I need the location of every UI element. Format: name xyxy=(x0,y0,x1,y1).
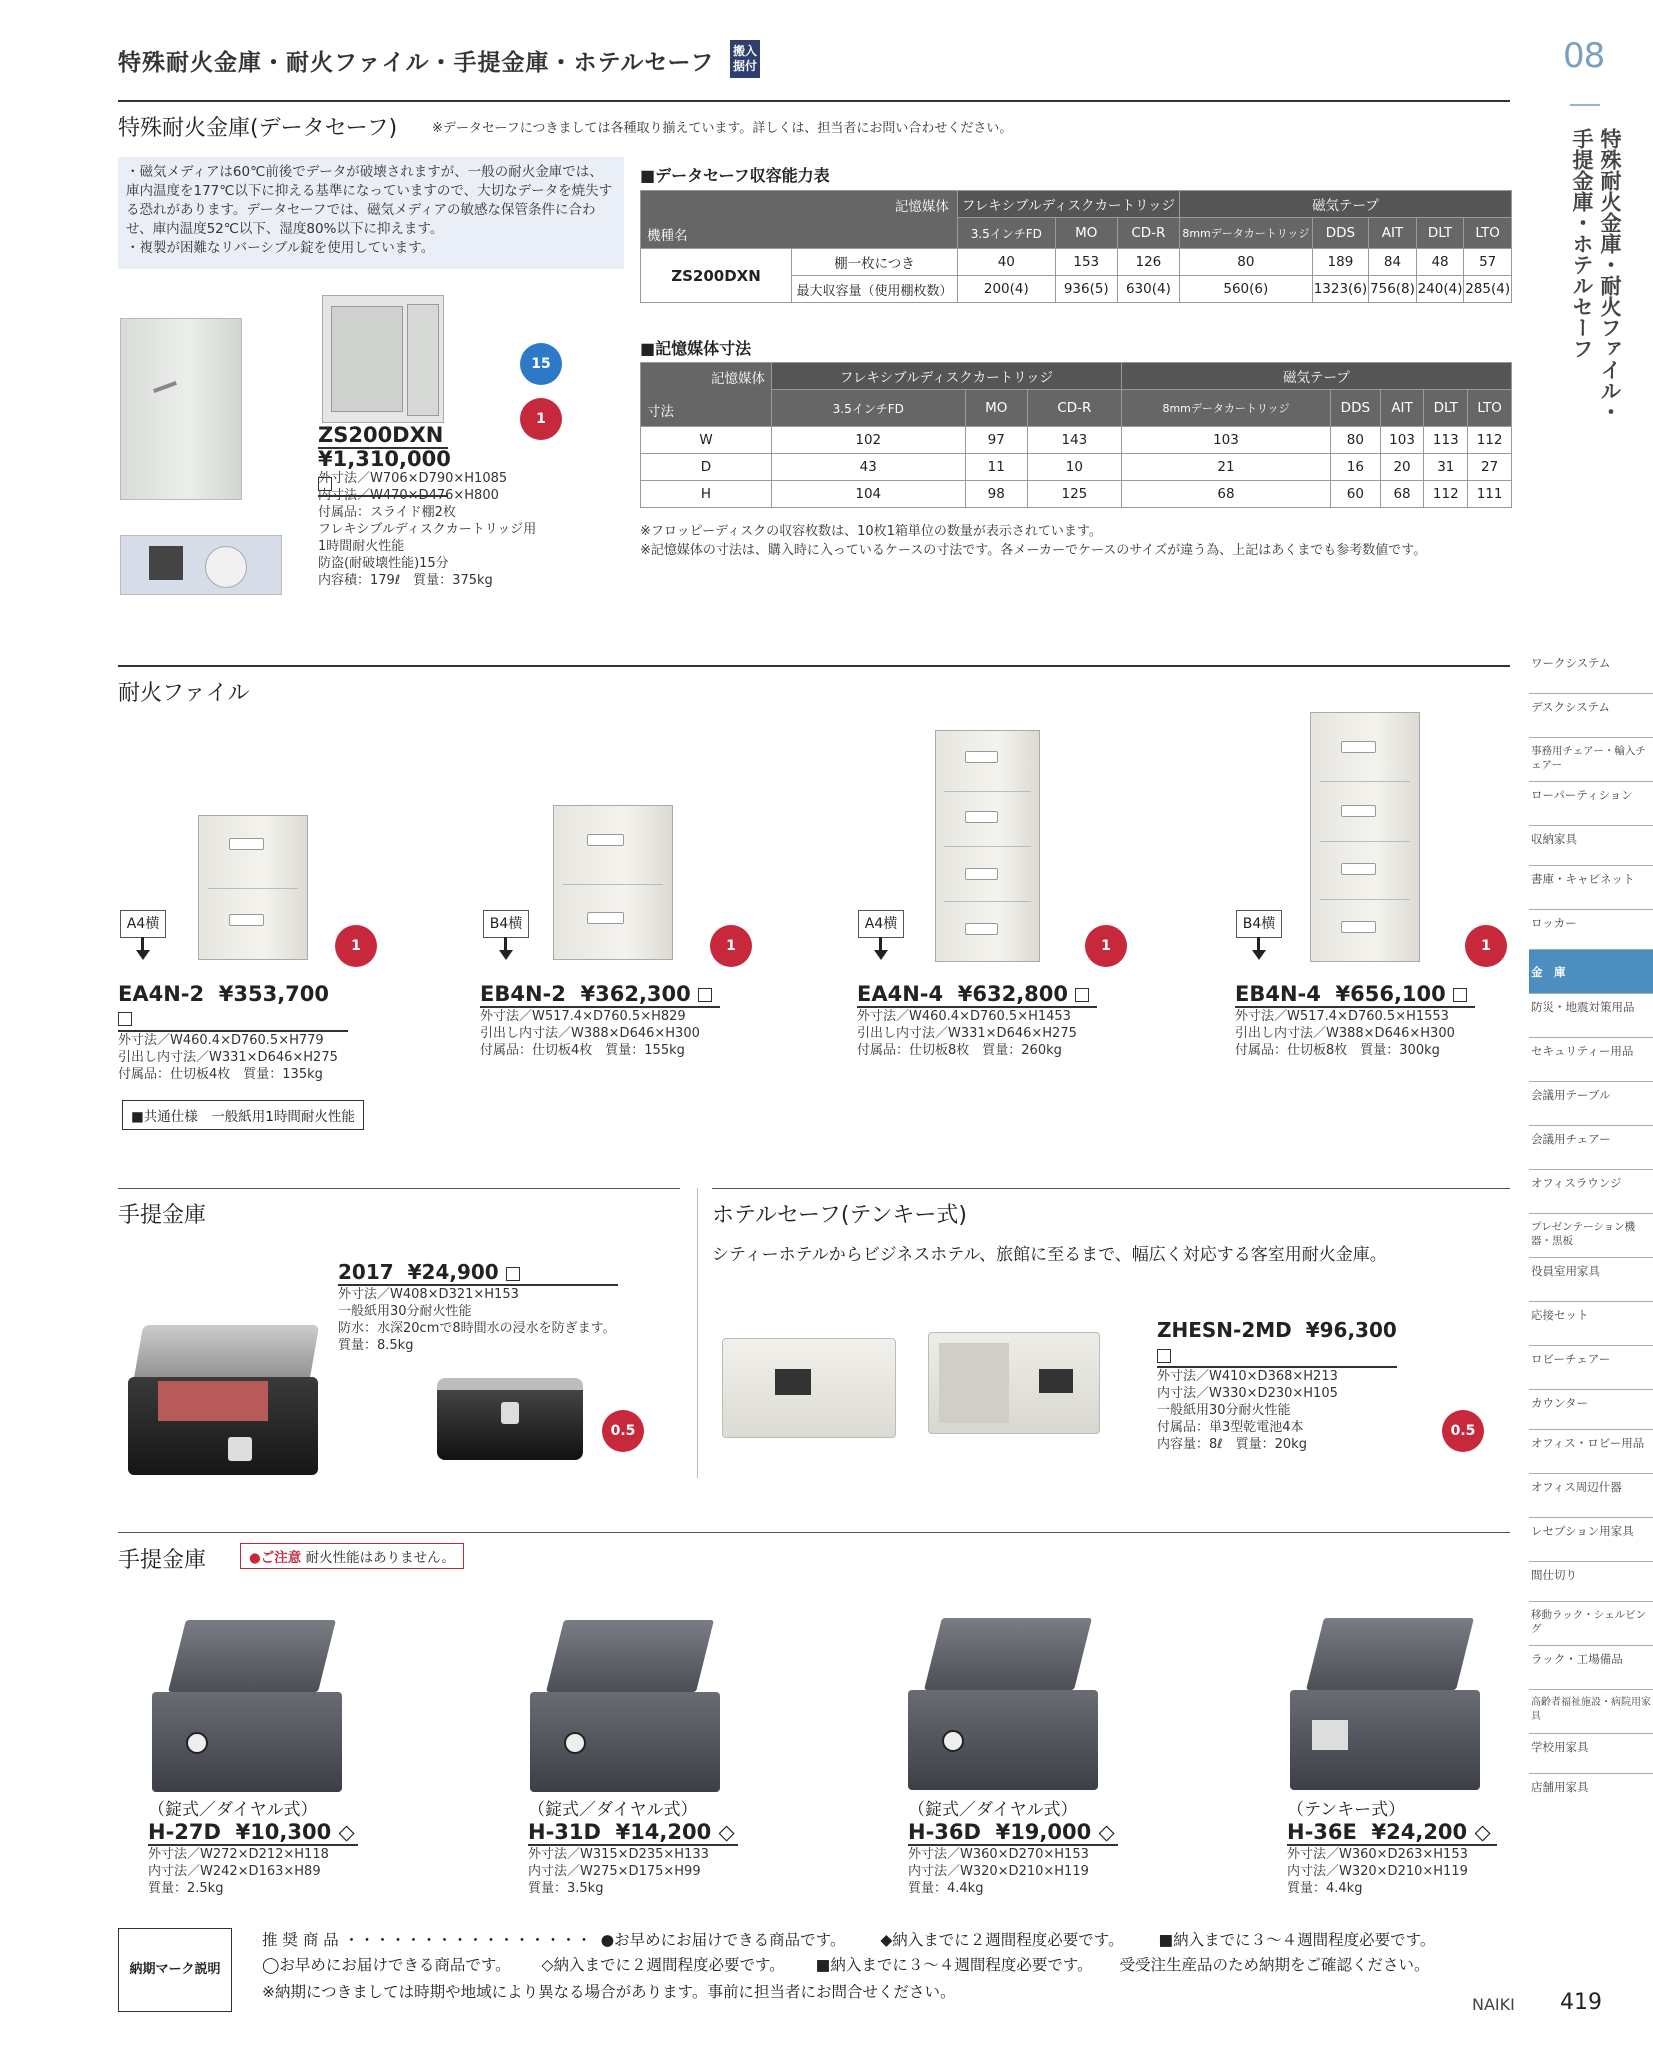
sidebar-item[interactable]: 高齢者福祉施設・病院用家具 xyxy=(1529,1690,1653,1734)
size-table-title: ■記憶媒体寸法 xyxy=(640,339,752,358)
drawer-handle xyxy=(965,811,998,823)
col-header: LTO xyxy=(1468,390,1512,427)
hotel-desc: シティーホテルからビジネスホテル、旅館に至るまで、幅広く対応する客室用耐火金庫。 xyxy=(712,1245,1387,1265)
note-line: ※記憶媒体の寸法は、購入時に入っているケースの寸法です。各メーカーでケースのサイズが違う為、上記はあくまでも参考数値です。 xyxy=(640,543,1427,558)
datasafe-features xyxy=(118,157,624,269)
drawer-handle xyxy=(1341,921,1375,933)
cashbox-title: 手提金庫 xyxy=(118,1548,207,1573)
delivery-mark-icon xyxy=(1075,988,1089,1002)
common-spec-box: ■共通仕様 一般紙用1時間耐火性能 xyxy=(122,1100,364,1130)
spec-line: 付属品：仕切板8枚 質量：300kg xyxy=(1235,1043,1440,1058)
col-header: DDS xyxy=(1312,218,1368,249)
portable-info xyxy=(338,1260,618,1354)
hotel-safe-open-image xyxy=(928,1332,1100,1434)
eb4n2-image xyxy=(553,805,673,960)
table-cell: 68 xyxy=(1121,481,1330,508)
rule-portable xyxy=(118,1188,680,1189)
group-tape: 磁気テープ xyxy=(1179,191,1511,218)
down-arrow-icon xyxy=(136,950,150,960)
spec-line: 1時間耐火性能 xyxy=(318,539,405,554)
table-cell: 285(4) xyxy=(1464,276,1512,303)
lock-type: （テンキー式） xyxy=(1287,1800,1406,1820)
table-cell: 57 xyxy=(1464,249,1512,276)
drawer-handle xyxy=(965,751,998,763)
table-cell: 103 xyxy=(1380,427,1424,454)
row-label: W xyxy=(641,427,772,454)
spec-line: 一般紙用30分耐火性能 xyxy=(1157,1403,1291,1418)
portable-open-image xyxy=(128,1325,318,1475)
delivery-diamond-icon: ◇ xyxy=(1098,1820,1115,1844)
table-cell: 111 xyxy=(1468,481,1512,508)
sidebar-item[interactable]: 収納家具 xyxy=(1529,826,1653,866)
keypad-icon xyxy=(1039,1369,1073,1393)
lock-icon xyxy=(228,1437,252,1461)
col-header: 3.5インチFD xyxy=(772,390,966,427)
datasafe-closed-image xyxy=(120,318,242,500)
spec-line: 外寸法／W360×D263×H153 xyxy=(1287,1847,1468,1862)
ea4n2-info xyxy=(118,982,448,1083)
spec-line: 引出し内寸法／W331×D646×H275 xyxy=(857,1026,1077,1041)
portable-contents xyxy=(158,1381,268,1421)
table-cell: 112 xyxy=(1468,427,1512,454)
row-label: 最大収容量（使用棚枚数） xyxy=(792,276,958,303)
hotel-safe-closed-image xyxy=(722,1338,896,1438)
product-title: EB4N-2 ¥362,300 xyxy=(480,982,720,1008)
table-cell: 113 xyxy=(1424,427,1468,454)
table-cell: 10 xyxy=(1027,454,1121,481)
h36e-image xyxy=(1290,1618,1480,1793)
spec-line: 内寸法／W275×D175×H99 xyxy=(528,1864,701,1879)
table-cell: 143 xyxy=(1027,427,1121,454)
col-header: MO xyxy=(965,390,1027,427)
safe-interior xyxy=(331,306,403,412)
delivery-mark-icon xyxy=(118,1012,132,1026)
cashbox-lid xyxy=(924,1618,1092,1690)
sidebar-item[interactable]: プレゼンテーション機器・黒板 xyxy=(1529,1214,1653,1258)
size-corner: 記憶媒体 寸法 xyxy=(641,363,772,427)
spec-line: 付属品：仕切板8枚 質量：260kg xyxy=(857,1043,1062,1058)
safe-door xyxy=(407,304,439,416)
drawer-handle xyxy=(1341,805,1375,817)
portable-body xyxy=(128,1377,318,1475)
table-cell: 240(4) xyxy=(1416,276,1464,303)
sidebar-item[interactable]: 会議用チェアー xyxy=(1529,1126,1653,1170)
ea4n4-info xyxy=(857,982,1187,1059)
sidebar-item[interactable]: ラック・工場備品 xyxy=(1529,1646,1653,1690)
table-cell: 103 xyxy=(1121,427,1330,454)
ea4n2-image xyxy=(198,815,308,960)
h31d-image xyxy=(530,1620,720,1795)
product-title: H-36D ¥19,000 ◇ xyxy=(908,1820,1118,1846)
product-title: ZHESN-2MD ¥96,300 xyxy=(1157,1318,1397,1368)
col-header: DLT xyxy=(1424,390,1468,427)
dial-icon xyxy=(564,1732,586,1754)
sidebar-item[interactable]: ロッカー xyxy=(1529,910,1653,950)
rule-hotel xyxy=(712,1188,1510,1189)
sidebar-item[interactable]: ワークシステム xyxy=(1529,650,1653,694)
hotel-info xyxy=(1157,1318,1397,1453)
spec-line: 外寸法／W408×D321×H153 xyxy=(338,1287,519,1302)
drawer-divider xyxy=(944,901,1031,902)
spec-line: 付属品：仕切板4枚 質量：155kg xyxy=(480,1043,685,1058)
vertical-divider xyxy=(697,1188,698,1478)
eb4n4-info xyxy=(1235,982,1525,1059)
lock-icon xyxy=(501,1402,519,1424)
install-badge: 搬入据付 xyxy=(730,40,760,78)
spec-line: 外寸法／W360×D270×H153 xyxy=(908,1847,1089,1862)
spec-line: 外寸法／W410×D368×H213 xyxy=(1157,1369,1338,1384)
eb4n4-image xyxy=(1310,712,1420,962)
drawer-divider xyxy=(944,846,1031,847)
spec-line: 付属品：単3型乾電池4本 xyxy=(1157,1420,1304,1435)
table-cell: 104 xyxy=(772,481,966,508)
col-header: LTO xyxy=(1464,218,1512,249)
spec-line: 防盗(耐破壊性能)15分 xyxy=(318,556,449,571)
sidebar-item[interactable]: 防災・地震対策用品 xyxy=(1529,994,1653,1038)
size-tag: B4横 xyxy=(483,910,529,938)
col-header: AIT xyxy=(1369,218,1417,249)
cashbox-body xyxy=(1290,1690,1480,1790)
delivery-mark-icon xyxy=(698,988,712,1002)
h27d-image xyxy=(152,1620,342,1795)
row-model: ZS200DXN xyxy=(641,249,792,303)
col-header: DDS xyxy=(1331,390,1381,427)
drawer-handle xyxy=(587,912,624,924)
size-tag: A4横 xyxy=(120,910,166,938)
drawer-handle xyxy=(965,923,998,935)
sidebar-item[interactable]: 応接セット xyxy=(1529,1302,1653,1346)
safe-interior xyxy=(939,1343,1009,1423)
table-cell: 31 xyxy=(1424,454,1468,481)
group-fd: フレキシブルディスクカートリッジ xyxy=(957,191,1179,218)
cashbox-lid xyxy=(168,1620,336,1692)
datasafe-open-image xyxy=(322,295,444,423)
portable-lid xyxy=(133,1325,320,1385)
rule-datasafe xyxy=(118,100,1510,102)
cashbox-body xyxy=(530,1692,720,1792)
legend-line-3: ※納期につきましては時期や地域により異なる場合があります。事前に担当者にお問合せください。 xyxy=(262,1983,956,2001)
datasafe-model: ZS200DXN xyxy=(318,423,448,449)
keypad-icon xyxy=(775,1369,811,1395)
down-arrow-icon xyxy=(1252,950,1266,960)
datasafe-title: 特殊耐火金庫(データセーフ) xyxy=(118,116,398,141)
spec-line: 内寸法／W320×D210×H119 xyxy=(1287,1864,1468,1879)
sidebar-item[interactable]: 間仕切り xyxy=(1529,1562,1653,1602)
arrow-line xyxy=(1257,937,1260,951)
page-header-title: 特殊耐火金庫・耐火ファイル・手提金庫・ホテルセーフ xyxy=(118,50,715,76)
drawer-divider xyxy=(208,888,299,889)
sidebar-item[interactable]: オフィス周辺什器 xyxy=(1529,1474,1653,1518)
table-cell: 21 xyxy=(1121,454,1330,481)
group-fd: フレキシブルディスクカートリッジ xyxy=(772,363,1122,390)
table-cell: 60 xyxy=(1331,481,1381,508)
spec-line: 引出し内寸法／W331×D646×H275 xyxy=(118,1050,338,1065)
legend-line-2: ◯お早めにお届けできる商品です。 ◇納入までに２週間程度必要です。 ■納入までに３～４週間程度必要です。 受受注生産品のため納期をご確認ください。 xyxy=(262,1956,1430,1974)
spec-line: 一般紙用30分耐火性能 xyxy=(338,1304,472,1319)
drawer-handle xyxy=(1341,741,1375,753)
table-cell: 68 xyxy=(1380,481,1424,508)
cashbox-lid xyxy=(1306,1618,1474,1690)
section-divider xyxy=(1570,104,1600,106)
group-tape: 磁気テープ xyxy=(1121,363,1511,390)
sidebar-item[interactable]: ローパーティション xyxy=(1529,782,1653,826)
h31d-info xyxy=(528,1795,858,1897)
lock-type: （錠式／ダイヤル式） xyxy=(148,1800,318,1820)
product-title: EA4N-2 ¥353,700 xyxy=(118,982,348,1032)
table-cell: 153 xyxy=(1055,249,1117,276)
portable-closed-image xyxy=(437,1378,583,1460)
spec-line: 外寸法／W272×D212×H118 xyxy=(148,1847,329,1862)
drawer-divider xyxy=(1320,841,1411,842)
table-cell: 560(6) xyxy=(1179,276,1312,303)
arrow-line xyxy=(879,937,882,951)
product-title: H-27D ¥10,300 ◇ xyxy=(148,1820,358,1846)
table-cell: 27 xyxy=(1468,454,1512,481)
table-cell: 20 xyxy=(1380,454,1424,481)
table-cell: 43 xyxy=(772,454,966,481)
spec-line: 内寸法／W330×D230×H105 xyxy=(1157,1386,1338,1401)
sidebar-item[interactable]: オフィス・ロビー用品 xyxy=(1529,1430,1653,1474)
row-label: H xyxy=(641,481,772,508)
vertical-title-part1: 特殊耐火金庫・耐火ファイル・ xyxy=(1598,128,1622,422)
ea4n4-image xyxy=(935,730,1040,962)
row-label: D xyxy=(641,454,772,481)
delivery-diamond-icon: ◇ xyxy=(338,1820,355,1844)
h27d-info xyxy=(148,1795,478,1897)
table-cell: 112 xyxy=(1424,481,1468,508)
media-image xyxy=(120,535,282,595)
spec-line: 内容量：8ℓ 質量：20kg xyxy=(1157,1437,1307,1452)
capacity-table-title: ■データセーフ収容能力表 xyxy=(640,166,830,185)
capacity-corner: 記憶媒体 機種名 xyxy=(641,191,958,249)
30min-fire-icon: 0.5 xyxy=(1442,1410,1484,1452)
eb4n2-info xyxy=(480,982,810,1059)
drawer-divider xyxy=(1320,781,1411,782)
spec-line: 外寸法／W460.4×D760.5×H779 xyxy=(118,1033,324,1048)
spec-line: 内寸法／W470×D476×H800 xyxy=(318,488,499,503)
portable-title: 手提金庫 xyxy=(118,1203,207,1228)
hotel-title: ホテルセーフ(テンキー式) xyxy=(712,1203,967,1228)
col-header: CD-R xyxy=(1027,390,1121,427)
spec-line: 付属品：スライド棚2枚 xyxy=(318,505,456,520)
firefiles-title: 耐火ファイル xyxy=(118,681,250,706)
down-arrow-icon xyxy=(874,950,888,960)
h36d-info xyxy=(908,1795,1238,1897)
delivery-diamond-icon: ◇ xyxy=(718,1820,735,1844)
floppy-icon xyxy=(149,546,183,580)
table-cell: 102 xyxy=(772,427,966,454)
spec-line: 内容積：179ℓ 質量：375kg xyxy=(318,573,493,588)
table-cell: 80 xyxy=(1179,249,1312,276)
table-cell: 125 xyxy=(1027,481,1121,508)
down-arrow-icon xyxy=(499,950,513,960)
sidebar-item[interactable]: 移動ラック・シェルビング xyxy=(1529,1602,1653,1646)
sidebar-item-safes[interactable]: 金 庫 xyxy=(1529,950,1653,994)
note-line: ※フロッピーディスクの収容枚数は、10枚1箱単位の数量が表示されています。 xyxy=(640,524,1102,539)
spec-line: 質量：4.4kg xyxy=(908,1881,984,1896)
page-number: 419 xyxy=(1560,1990,1602,2015)
spec-line: 外寸法／W706×D790×H1085 xyxy=(318,471,508,486)
table-cell: 1323(6) xyxy=(1312,276,1368,303)
drawer-divider xyxy=(944,791,1031,792)
spec-line: 質量：2.5kg xyxy=(148,1881,224,1896)
brand-name: NAIKI xyxy=(1472,1995,1515,2014)
cashbox-body xyxy=(152,1692,342,1792)
category-sidebar xyxy=(1529,650,1653,1814)
legend-line-1: 推 奨 商 品 ・・・・・・・・・・・・・・・・ ●お早めにお届けできる商品です。 ◆納入までに２週間程度必要です。 ■納入までに３～４週間程度必要です。 xyxy=(262,1931,1436,1949)
drawer-handle xyxy=(965,868,998,880)
keypad-icon xyxy=(1312,1720,1348,1750)
table-cell: 756(8) xyxy=(1369,276,1417,303)
sidebar-item[interactable]: デスクシステム xyxy=(1529,694,1653,738)
product-title: EA4N-4 ¥632,800 xyxy=(857,982,1097,1008)
safe-handle xyxy=(153,381,177,393)
table-cell: 98 xyxy=(965,481,1027,508)
spec-line: 外寸法／W517.4×D760.5×H829 xyxy=(480,1009,686,1024)
feature-2: ・複製が困難なリバーシブル錠を使用しています。 xyxy=(126,240,435,256)
delivery-mark-icon xyxy=(1453,988,1467,1002)
vertical-title-part2: 手提金庫・ホテルセーフ xyxy=(1570,128,1594,359)
col-header: MO xyxy=(1055,218,1117,249)
drawer-handle xyxy=(229,838,263,850)
spec-line: 外寸法／W460.4×D760.5×H1453 xyxy=(857,1009,1071,1024)
table-cell: 84 xyxy=(1369,249,1417,276)
drawer-divider xyxy=(563,884,662,885)
spec-line: 質量：4.4kg xyxy=(1287,1881,1363,1896)
rule-cashboxes xyxy=(118,1532,1510,1533)
h36e-info xyxy=(1287,1795,1527,1897)
spec-line: 内寸法／W242×D163×H89 xyxy=(148,1864,321,1879)
rule-firefiles xyxy=(118,665,1510,667)
sidebar-item[interactable]: セキュリティー用品 xyxy=(1529,1038,1653,1082)
spec-line: 外寸法／W315×D235×H133 xyxy=(528,1847,709,1862)
table-cell: 80 xyxy=(1331,427,1381,454)
h36d-image xyxy=(908,1618,1098,1793)
vertical-section-title xyxy=(1568,128,1628,648)
product-title: H-31D ¥14,200 ◇ xyxy=(528,1820,738,1846)
sidebar-item[interactable]: 事務用チェアー・輸入チェアー xyxy=(1529,738,1653,782)
spec-line: 内寸法／W320×D210×H119 xyxy=(908,1864,1089,1879)
lock-type: （錠式／ダイヤル式） xyxy=(908,1800,1078,1820)
drawer-handle xyxy=(1341,863,1375,875)
drawer-handle xyxy=(229,914,263,926)
datasafe-note: ※データセーフにつきましては各種取り揃えています。詳しくは、担当者にお問い合わせください。 xyxy=(432,121,1013,136)
delivery-diamond-icon: ◇ xyxy=(1474,1820,1491,1844)
spec-line: 外寸法／W517.4×D760.5×H1553 xyxy=(1235,1009,1449,1024)
30min-fire-icon: 0.5 xyxy=(602,1410,644,1452)
col-header: 3.5インチFD xyxy=(957,218,1055,249)
sidebar-item[interactable]: レセプション用家具 xyxy=(1529,1518,1653,1562)
dial-icon xyxy=(186,1732,208,1754)
spec-line: 引出し内寸法／W388×D646×H300 xyxy=(480,1026,700,1041)
delivery-legend-label: 納期マーク説明 xyxy=(118,1928,232,2012)
sidebar-item[interactable]: ロビーチェアー xyxy=(1529,1346,1653,1390)
sidebar-item[interactable]: 店舗用家具 xyxy=(1531,1780,1589,1794)
col-header: DLT xyxy=(1416,218,1464,249)
col-header: 8mmデータカートリッジ xyxy=(1121,390,1330,427)
arrow-line xyxy=(141,937,144,951)
spec-line: 質量：3.5kg xyxy=(528,1881,604,1896)
sidebar-item[interactable]: 学校用家具 xyxy=(1529,1734,1653,1774)
capacity-table xyxy=(640,190,1512,303)
size-tag: B4横 xyxy=(1236,910,1282,938)
cashbox-lid xyxy=(546,1620,714,1692)
spec-line: 付属品：仕切板4枚 質量：135kg xyxy=(118,1067,323,1082)
1hr-fire-icon: 1 xyxy=(710,925,752,967)
size-table xyxy=(640,362,1512,508)
table-cell: 126 xyxy=(1117,249,1179,276)
delivery-mark-icon xyxy=(506,1267,520,1281)
table-cell: 11 xyxy=(965,454,1027,481)
datasafe-specs xyxy=(318,470,536,589)
table-cell: 40 xyxy=(957,249,1055,276)
spec-line: 防水：水深20cmで8時間水の浸水を防ぎます。 xyxy=(338,1321,616,1336)
size-table-notes xyxy=(640,522,1426,560)
table-cell: 48 xyxy=(1416,249,1464,276)
sidebar-item[interactable]: カウンター xyxy=(1529,1390,1653,1430)
1hr-fire-icon: 1 xyxy=(335,925,377,967)
datasafe-price: ¥1,310,000 xyxy=(318,447,448,497)
size-tag: A4横 xyxy=(858,910,904,938)
caution-box: ●ご注意 耐火性能はありません。 xyxy=(240,1543,464,1569)
spec-line: 引出し内寸法／W388×D646×H300 xyxy=(1235,1026,1455,1041)
sidebar-item[interactable]: 書庫・キャビネット xyxy=(1529,866,1653,910)
table-cell: 16 xyxy=(1331,454,1381,481)
arrow-line xyxy=(504,937,507,951)
dial-icon xyxy=(942,1730,964,1752)
col-header: 8mmデータカートリッジ xyxy=(1179,218,1312,249)
15min-theft-icon: 15 xyxy=(520,343,562,385)
1hr-fire-icon: 1 xyxy=(1465,925,1507,967)
table-cell: 630(4) xyxy=(1117,276,1179,303)
section-number: 08 xyxy=(1563,36,1605,76)
spec-line: フレキシブルディスクカートリッジ用 xyxy=(318,522,537,537)
spec-line: 質量：8.5kg xyxy=(338,1338,414,1353)
drawer-handle xyxy=(587,834,624,846)
table-cell: 936(5) xyxy=(1055,276,1117,303)
sidebar-item[interactable]: 役員室用家具 xyxy=(1529,1258,1653,1302)
feature-1: ・磁気メディアは60℃前後でデータが破壊されますが、一般の耐火金庫では、庫内温度を177℃以下に抑える基準になっていますので、大切なデータを焼失する恐れがあります。データセーフでは、磁気メディアの敏感な保管条件に合わせ、庫内温度52℃以下、湿度80%以下に抑えます。 xyxy=(126,164,613,237)
product-title: EB4N-4 ¥656,100 xyxy=(1235,982,1475,1008)
sidebar-item[interactable]: オフィスラウンジ xyxy=(1529,1170,1653,1214)
product-title: 2017 ¥24,900 xyxy=(338,1260,618,1286)
table-cell: 189 xyxy=(1312,249,1368,276)
disc-icon xyxy=(205,546,247,588)
lock-type: （錠式／ダイヤル式） xyxy=(528,1800,698,1820)
col-header: CD-R xyxy=(1117,218,1179,249)
1hr-fire-icon: 1 xyxy=(520,398,562,440)
1hr-fire-icon: 1 xyxy=(1085,925,1127,967)
col-header: AIT xyxy=(1380,390,1424,427)
drawer-divider xyxy=(1320,899,1411,900)
product-title: H-36E ¥24,200 ◇ xyxy=(1287,1820,1497,1846)
sidebar-item[interactable]: 会議用テーブル xyxy=(1529,1082,1653,1126)
delivery-mark-icon xyxy=(1157,1349,1171,1363)
table-cell: 97 xyxy=(965,427,1027,454)
cashbox-body xyxy=(908,1690,1098,1790)
row-label: 棚一枚につき xyxy=(792,249,958,276)
table-cell: 200(4) xyxy=(957,276,1055,303)
